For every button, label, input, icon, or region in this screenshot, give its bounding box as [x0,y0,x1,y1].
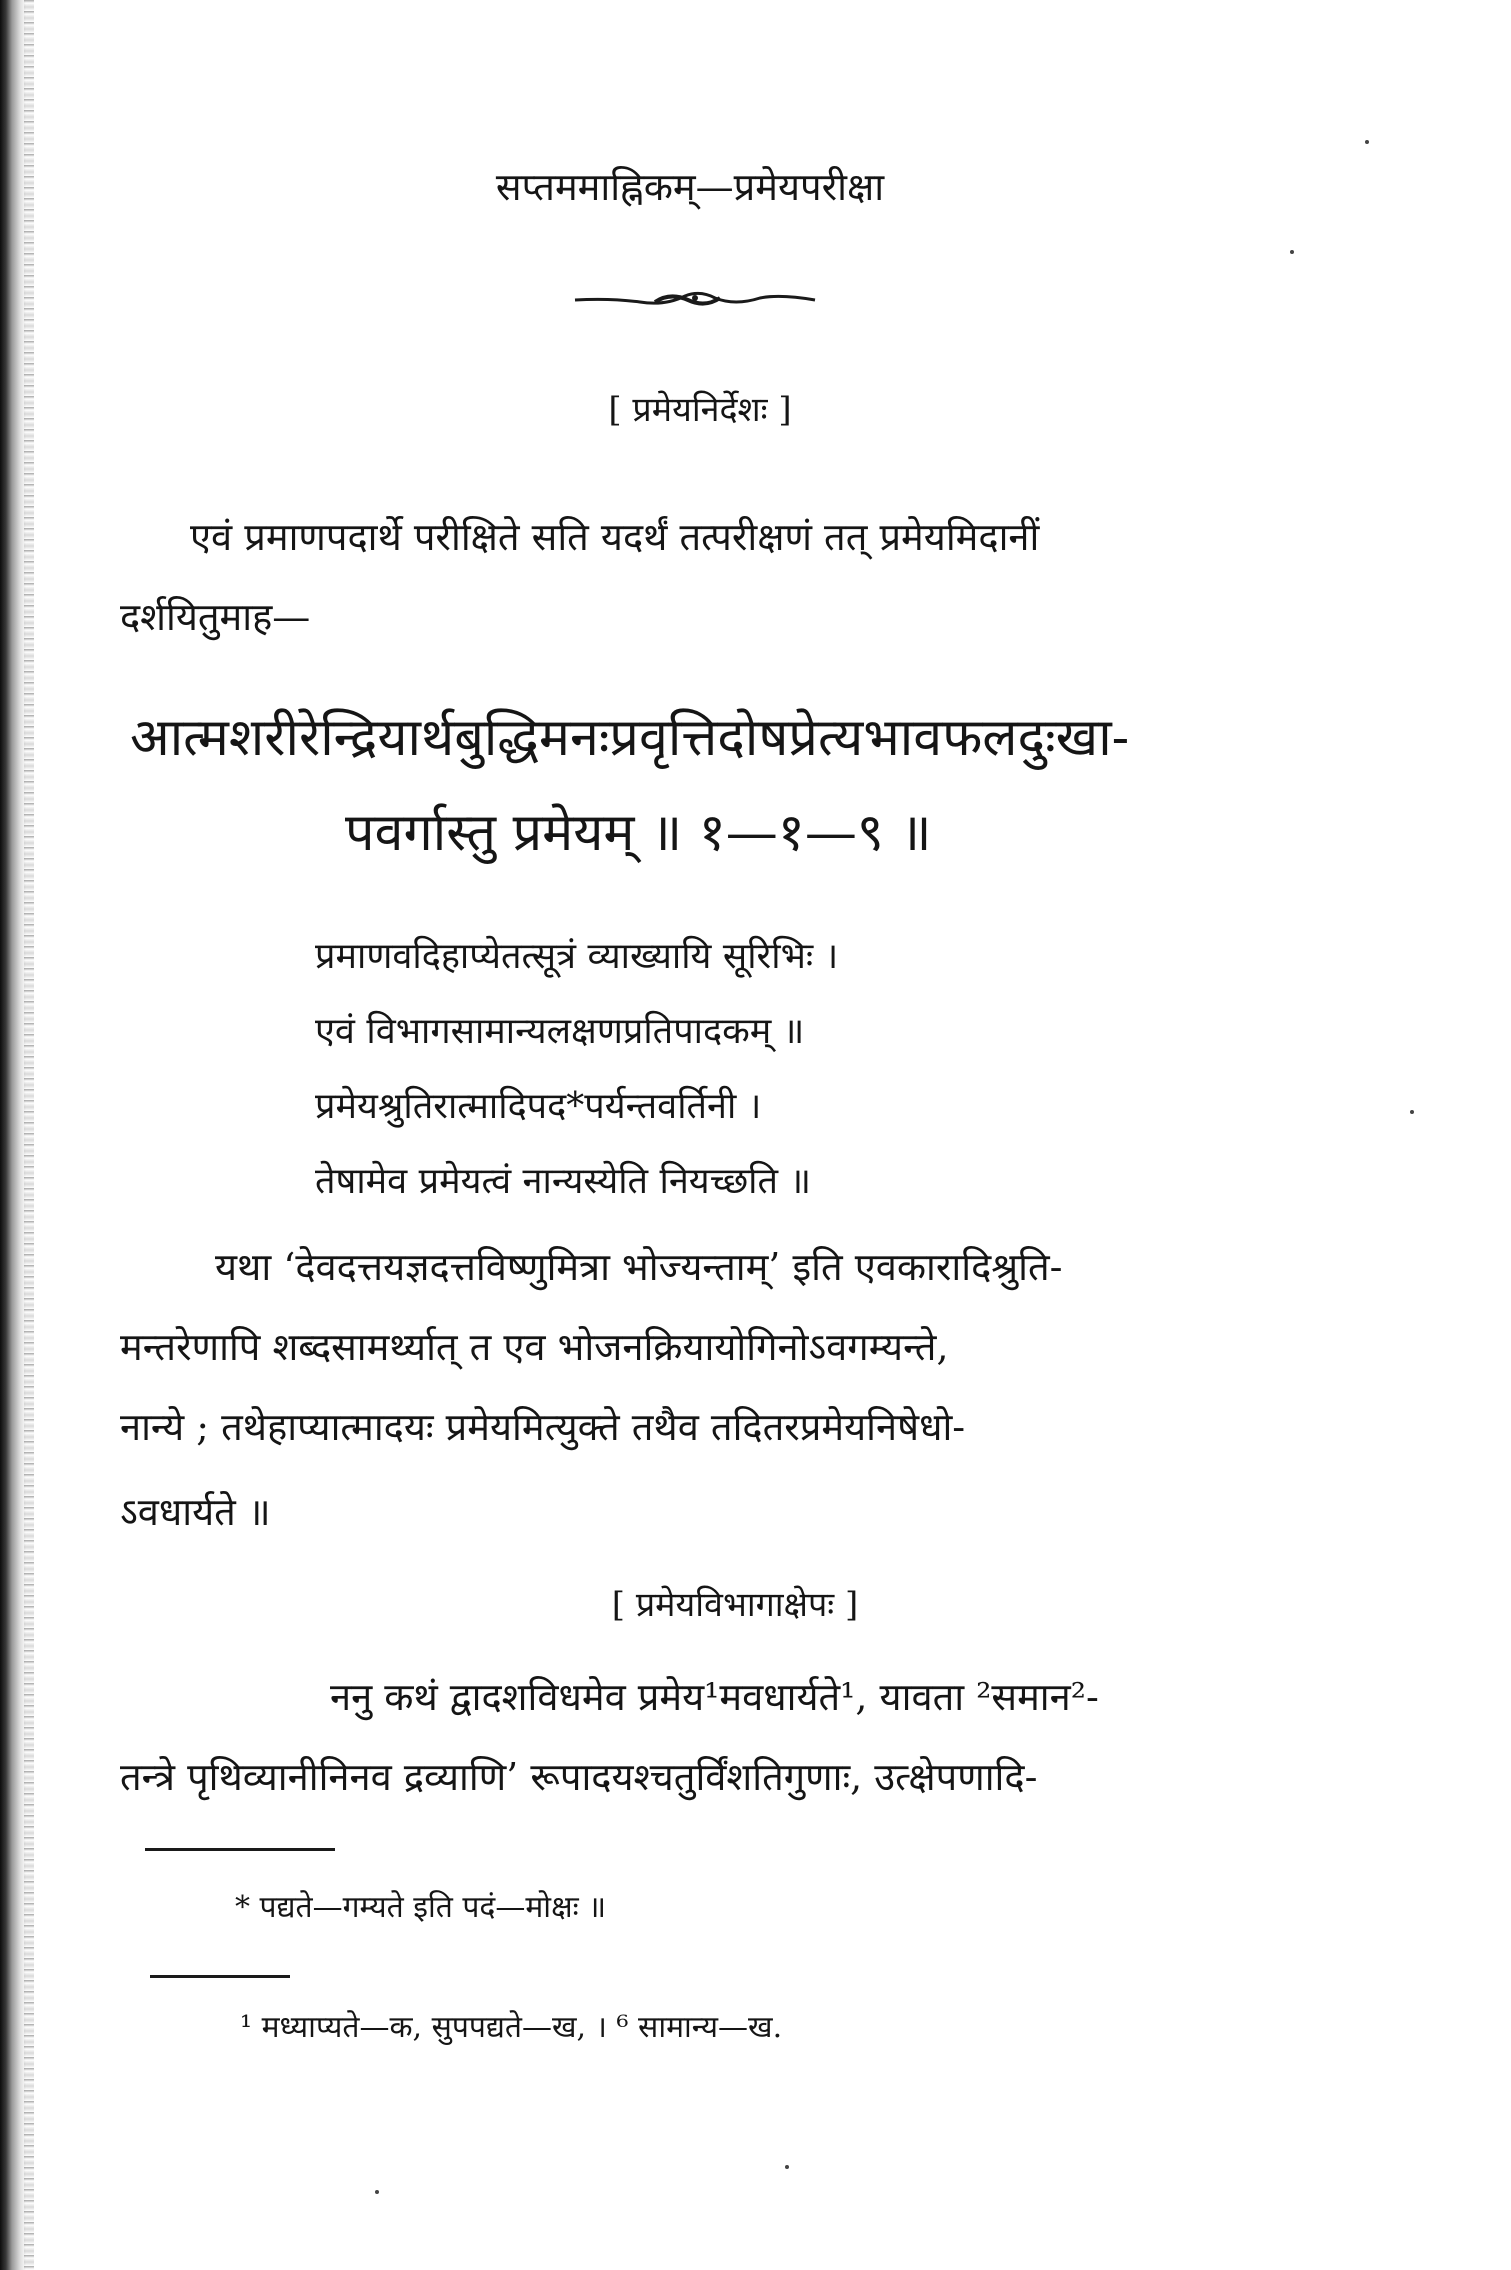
paragraph-1-line-2: दर्शयितुमाह— [120,595,311,639]
page-binding-texture [24,0,34,2270]
footnote-rule-1 [145,1848,335,1851]
footnote-rule-2 [150,1975,290,1978]
page-binding-edge [0,0,26,2270]
verse-line-3: प्रमेयश्रुतिरात्मादिपद*पर्यन्तवर्तिनी । [315,1086,762,1127]
print-speck [785,2165,789,2169]
verse-line-1: प्रमाणवदिहाप्येतत्सूत्रं व्याख्यायि सूरिभिः । [315,936,839,977]
paragraph-2-line-4: ऽवधार्यते ॥ [120,1490,271,1534]
section-heading-prameya-nirdesha: [ प्रमेयनिर्देशः ] [608,390,792,430]
verse-line-2: एवं विभागसामान्यलक्षणप्रतिपादकम् ॥ [315,1011,805,1052]
paragraph-3-line-2: तन्त्रे पृथिव्यानीनिनव द्रव्याणि’ रूपादयश्चतुर्विंशतिगुणाः, उत्क्षेपणादि- [120,1755,1038,1799]
verse-line-4: तेषामेव प्रमेयत्वं नान्यस्येति नियच्छति ॥ [315,1161,812,1202]
ornament-divider [570,280,820,320]
section-heading-prameya-vibhaga-akshepa: [ प्रमेयविभागाक्षेपः ] [611,1585,859,1625]
footnote-variant-readings: ¹ मध्याप्यते—क, सुपपद्यते—ख, । ⁶ सामान्य—ख. [240,2010,783,2045]
print-speck [1410,1110,1414,1114]
paragraph-1-line-1: एवं प्रमाणपदार्थे परीक्षिते सति यदर्थं तत्परीक्षणं तत् प्रमेयमिदानीं [190,515,1040,559]
paragraph-2-line-3: नान्ये ; तथेहाप्यात्मादयः प्रमेयमित्युक्ते तथैव तदितरप्रमेयनिषेधो- [120,1405,966,1449]
sutra-line-1: आत्मशरीरेन्द्रियार्थबुद्धिमनःप्रवृत्तिदोषप्रेत्यभावफलदुःखा- [130,708,1130,768]
print-speck [1365,140,1369,144]
paragraph-2-line-2: मन्तरेणापि शब्दसामर्थ्यात् त एव भोजनक्रियायोगिनोऽवगम्यन्ते, [120,1325,949,1369]
print-speck [375,2190,379,2194]
running-head: सप्तममाह्निकम्—प्रमेयपरीक्षा [495,165,885,209]
footnote-asterisk: * पद्यते—गम्यते इति पदं—मोक्षः ॥ [235,1890,607,1925]
sutra-line-2: पवर्गास्तु प्रमेयम् ॥ १—१—९ ॥ [345,803,932,863]
print-speck [1290,250,1294,254]
paragraph-3-line-1: ननु कथं द्वादशविधमेव प्रमेय¹मवधार्यते¹, यावता ²समान²- [330,1675,1099,1719]
paragraph-2-line-1: यथा ‘देवदत्तयज्ञदत्तविष्णुमित्रा भोज्यन्ताम्’ इति एवकारादिश्रुति- [215,1245,1063,1289]
